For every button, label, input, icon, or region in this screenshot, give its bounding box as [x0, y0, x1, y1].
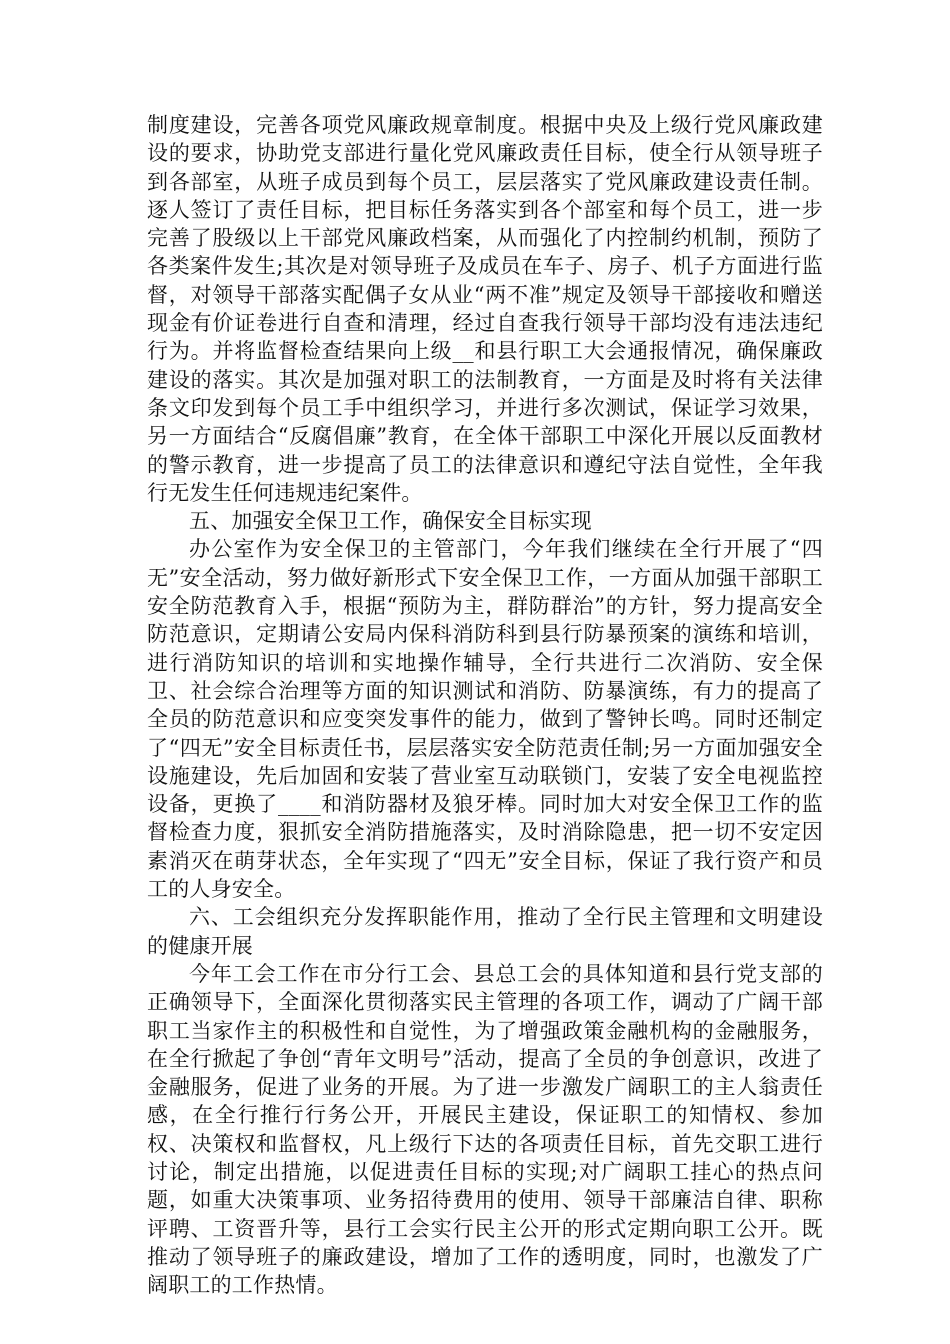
section-heading-union: 六、工会组织充分发挥职能作用，推动了全行民主管理和文明建设的健康开展: [147, 905, 823, 958]
paragraph-union-work: 今年工会工作在市分行工会、县总工会的具体知道和县行党支部的正确领导下，全面深化贯彻落实民主管理的各项工作，调动了广阔干部职工当家作主的积极性和自觉性，为了增强政策金融机构的金融服务，在全行掀起了争创“青年文明号”活动，提高了全员的争创意识，改进了金融服务，促进了业务的开展。为了进一步激发广阔职工的主人翁责任感，在全行推行行务公开，开展民主建设，保证职工的知情权、参加权、决策权和监督权，凡上级行下达的各项责任目标，首先交职工进行讨论，制定出措施，以促进责任目标的实现;对广阔职工挂心的热点问题，如重大决策事项、业务招待费用的使用、领导干部廉洁自律、职称评聘、工资晋升等，县行工会实行民主公开的形式定期向职工公开。既推动了领导班子的廉政建设，增加了工作的透明度，同时，也激发了广阔职工的工作热情。: [147, 961, 823, 1298]
section-heading-security: 五、加强安全保卫工作，确保安全目标实现: [189, 509, 592, 534]
paragraph-party-discipline: 制度建设，完善各项党风廉政规章制度。根据中央及上级行党风廉政建设的要求，协助党支部进行量化党风廉政责任目标，使全行从领导班子到各部室，从班子成员到每个员工，层层落实了党风廉政建设责任制。逐人签订了责任目标，把目标任务落实到各个部室和每个员工，进一步完善了股级以上干部党风廉政档案，从而强化了内控制约机制，预防了各类案件发生;其次是对领导班子及成员在车子、房子、机子方面进行监督，对领导干部落实配偶子女从业“两不准”规定及领导干部接收和赠送现金有价证卷进行自查和清理，经过自查我行领导干部均没有违法违纪行为。并将监督检查结果向上级__和县行职工大会通报情况，确保廉政建设的落实。其次是加强对职工的法制教育，一方面是及时将有关法律条文印发到每个员工手中组织学习，并进行多次测试，保证学习效果，另一方面结合“反腐倡廉”教育，在全体干部职工中深化开展以反面教材的警示教育，进一步提高了员工的法律意识和遵纪守法自觉性，全年我行无发生任何违规违纪案件。: [147, 113, 823, 505]
document-page: [147, 111, 823, 1299]
paragraph-security-work: 办公室作为安全保卫的主管部门，今年我们继续在全行开展了“四无”安全活动，努力做好新形式下安全保卫工作，一方面从加强干部职工安全防范教育入手，根据“预防为主，群防群治”的方针，努力提高安全防范意识，定期请公安局内保科消防科到县行防暴预案的演练和培训，进行消防知识的培训和实地操作辅导，全行共进行二次消防、安全保卫、社会综合治理等方面的知识测试和消防、防暴演练，有力的提高了全员的防范意识和应变突发事件的能力，做到了警钟长鸣。同时还制定了“四无”安全目标责任书，层层落实安全防范责任制;另一方面加强安全设施建设，先后加固和安装了营业室互动联锁门，安装了安全电视监控设备，更换了____和消防器材及狼牙棒。同时加大对安全保卫工作的监督检查力度，狠抓安全消防措施落实，及时消除隐患，把一切不安定因素消灭在萌芽状态，全年实现了“四无”安全目标，保证了我行资产和员工的人身安全。: [147, 537, 823, 902]
